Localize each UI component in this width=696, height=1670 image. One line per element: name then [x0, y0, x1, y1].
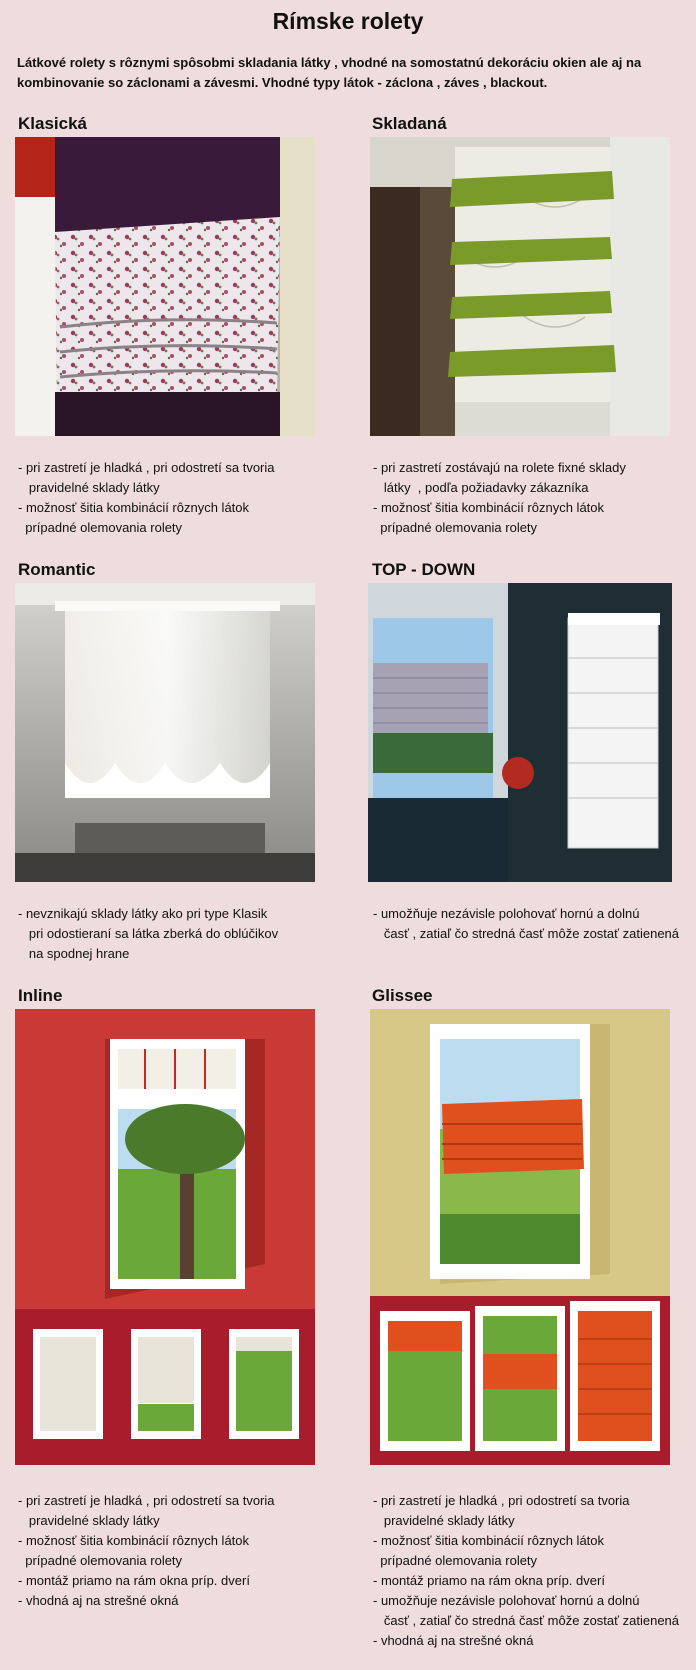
bullet-line: - možnosť šitia kombinácií rôznych látok [18, 500, 250, 515]
bullets-skladana [373, 458, 626, 538]
bullet-line: pravidelné sklady látky [18, 1513, 160, 1528]
bullet-line: - montáž priamo na rám okna príp. dverí [373, 1573, 605, 1588]
bullet-line: časť , zatiaľ čo stredná časť môže zostať zatienená [373, 926, 680, 941]
bullet-line: - pri zastretí je hladká , pri odostretí sa tvoria [18, 1493, 275, 1508]
photo-inline [15, 1009, 315, 1465]
bullet-line: prípadné olemovania rolety [373, 1553, 538, 1568]
bullet-line: prípadné olemovania rolety [18, 1553, 183, 1568]
section-heading-skladana: Skladaná [372, 114, 447, 133]
bullets-romantic [18, 904, 278, 964]
photo-skladana [370, 137, 670, 436]
bullet-line: časť , zatiaľ čo stredná časť môže zostať zatienená [373, 1613, 680, 1628]
bullet-line: pravidelné sklady látky [373, 1513, 515, 1528]
bullet-line: pri odostieraní sa látka zberká do oblúčikov [18, 926, 279, 941]
bullet-line: - umožňuje nezávisle polohovať hornú a dolnú [373, 1593, 640, 1608]
section-heading-glissee: Glissee [372, 986, 433, 1005]
photo-romantic [15, 583, 315, 882]
bullet-line: prípadné olemovania rolety [18, 520, 183, 535]
bullet-line: - umožňuje nezávisle polohovať hornú a dolnú [373, 906, 640, 921]
section-heading-inline: Inline [18, 986, 63, 1005]
bullet-line: - pri zastretí zostávajú na rolete fixné sklady [373, 460, 626, 475]
bullet-line: - možnosť šitia kombinácií rôznych látok [373, 500, 605, 515]
bullets-inline [18, 1491, 275, 1611]
bullets-glissee [373, 1491, 679, 1651]
bullet-line: - možnosť šitia kombinácií rôznych látok [18, 1533, 250, 1548]
bullet-line: prípadné olemovania rolety [373, 520, 538, 535]
section-heading-klasicka: Klasická [18, 114, 87, 133]
photo-top-down [368, 583, 672, 882]
intro-text: Látkové rolety s rôznymi spôsobmi skladania látky , vhodné na somostatnú dekoráciu okien ale aj na kombinovanie so záclonami a závesmi. Vhodné typy látok - záclona , záves , blackout. [17, 55, 642, 90]
bullet-line: - vhodná aj na strešné okná [373, 1633, 534, 1648]
bullet-line: - možnosť šitia kombinácií rôznych látok [373, 1533, 605, 1548]
bullet-line: na spodnej hrane [18, 946, 130, 961]
page-title: Rímske rolety [272, 8, 424, 34]
photo-glissee [370, 1009, 670, 1465]
section-heading-top-down: TOP - DOWN [372, 560, 476, 579]
bullet-line: - nevznikajú sklady látky ako pri type Klasik [18, 906, 268, 921]
bullet-line: pravidelné sklady látky [18, 480, 160, 495]
bullet-line: - pri zastretí je hladká , pri odostretí sa tvoria [373, 1493, 630, 1508]
photo-klasicka [15, 137, 315, 436]
section-heading-romantic: Romantic [18, 560, 96, 579]
bullets-klasicka [18, 458, 275, 538]
bullet-line: látky , podľa požiadavky zákazníka [373, 480, 589, 495]
bullets-top-down [373, 904, 679, 944]
bullet-line: - montáž priamo na rám okna príp. dverí [18, 1573, 250, 1588]
bullet-line: - pri zastretí je hladká , pri odostretí sa tvoria [18, 460, 275, 475]
bullet-line: - vhodná aj na strešné okná [18, 1593, 179, 1608]
